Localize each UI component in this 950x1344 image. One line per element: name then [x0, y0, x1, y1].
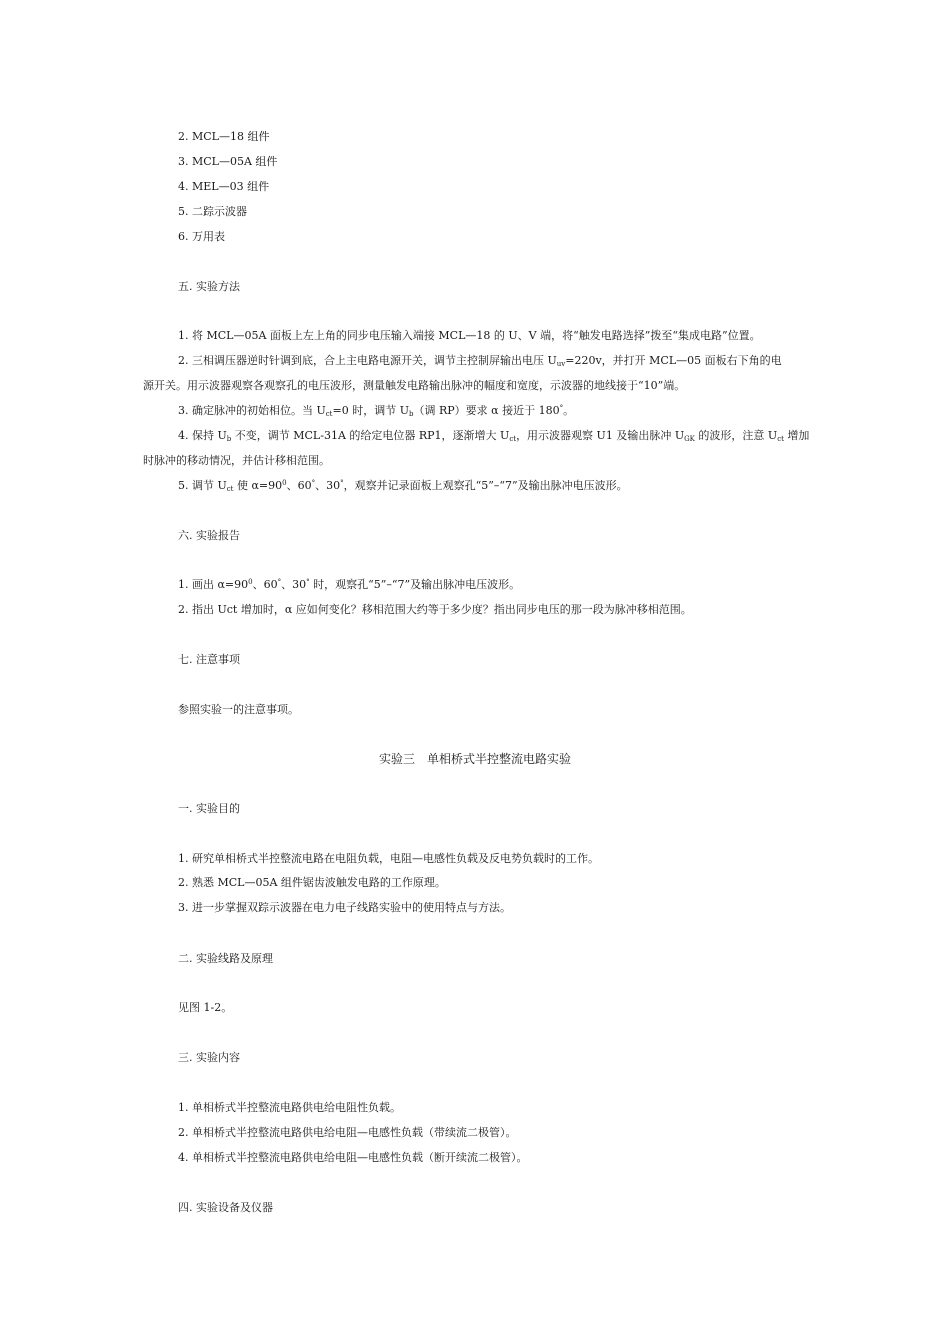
section-heading: 六. 实验报告 [178, 529, 240, 542]
text-run: 4. 保持 U [178, 429, 227, 442]
list-item: 3. MCL—05A 组件 [178, 155, 278, 168]
text-run: 、30 [315, 479, 341, 492]
text-run: 1. 画出 α=90 [178, 578, 249, 591]
subscript: ct [226, 485, 234, 493]
text-run: ，用示波器观察 U1 及输出脉冲 U [516, 429, 685, 442]
paragraph [178, 404, 574, 418]
text-run: 、30 [281, 578, 307, 591]
text-run: 不变，调节 MCL-31A 的给定电位器 RP1，逐渐增大 U [231, 429, 510, 442]
text-run: =0 时，调节 U [332, 404, 409, 417]
list-item: 4. MEL—03 组件 [178, 180, 270, 193]
section-heading: 三. 实验内容 [178, 1051, 240, 1064]
list-item: 2. 单相桥式半控整流电路供电给电阻—电感性负载（带续流二极管）。 [178, 1126, 517, 1139]
text-run: 时，观察孔“5”–“7”及输出脉冲电压波形。 [309, 578, 521, 591]
paragraph [178, 578, 520, 592]
text-run: 2. 三相调压器逆时针调到底，合上主电路电源开关，调节主控制屏输出电压 U [178, 354, 557, 367]
list-item: 1. 研究单相桥式半控整流电路在电阻负载，电阻—电感性负载及反电势负载时的工作。 [178, 852, 599, 865]
paragraph: 2. 指出 Uct 增加时，α 应如何变化？移相范围大约等于多少度？指出同步电压的那一段为脉冲移相范围。 [178, 603, 692, 616]
text-run: ，观察并记录面板上观察孔“5”–“7”及输出脉冲电压波形。 [343, 479, 628, 492]
paragraph-continuation: 时脉冲的移动情况，并估计移相范围。 [143, 454, 330, 467]
paragraph-continuation: 源开关。用示波器观察各观察孔的电压波形，测量触发电路输出脉冲的幅度和宽度，示波器的地线接于“10”端。 [143, 379, 686, 392]
text-run: 5. 调节 U [178, 479, 227, 492]
subscript: ct [777, 435, 784, 443]
text-run: 、60 [286, 479, 312, 492]
list-item: 2. 熟悉 MCL—05A 组件锯齿波触发电路的工作原理。 [178, 876, 446, 889]
text-run: 使 α=90 [233, 479, 283, 492]
paragraph: 见图 1-2。 [178, 1001, 233, 1014]
section-heading: 一. 实验目的 [178, 802, 240, 815]
list-item: 3. 进一步掌握双踪示波器在电力电子线路实验中的使用特点与方法。 [178, 901, 511, 914]
section-heading: 二. 实验线路及原理 [178, 952, 273, 965]
section-heading: 七. 注意事项 [178, 653, 240, 666]
superscript: ° [306, 578, 310, 586]
list-item: 4. 单相桥式半控整流电路供电给电阻—电感性负载（断开续流二极管）。 [178, 1151, 528, 1164]
subscript: GK [684, 435, 695, 443]
text-run: =220v，并打开 MCL—05 面板右下角的电 [565, 354, 782, 367]
paragraph: 参照实验一的注意事项。 [178, 703, 299, 716]
text-run: 、60 [252, 578, 278, 591]
text-run: 增加 [783, 429, 810, 442]
section-heading: 五. 实验方法 [178, 280, 240, 293]
subscript: ct [325, 410, 333, 418]
superscript: ° [311, 479, 316, 487]
paragraph [178, 479, 628, 493]
text-run: 。 [563, 404, 575, 417]
paragraph [178, 354, 782, 368]
text-run: 3. 确定脉冲的初始相位。当 U [178, 404, 326, 417]
superscript: ° [340, 479, 344, 487]
list-item: 1. 单相桥式半控整流电路供电给电阻性负载。 [178, 1101, 401, 1114]
text-run: （调 RP）要求 α 接近于 180 [413, 404, 560, 417]
paragraph [178, 429, 809, 443]
paragraph: 1. 将 MCL—05A 面板上左上角的同步电压输入端接 MCL—18 的 U、V 端，将“触发电路选择”拨至“集成电路”位置。 [178, 329, 761, 342]
section-heading: 四. 实验设备及仪器 [178, 1201, 273, 1214]
subscript: b [226, 435, 232, 443]
subscript: b [408, 410, 414, 418]
superscript: ° [277, 578, 282, 586]
superscript: 0 [282, 479, 287, 487]
list-item: 2. MCL—18 组件 [178, 130, 270, 143]
text-run: 的波形，注意 U [694, 429, 778, 442]
subscript: ct [509, 435, 517, 443]
list-item: 5. 二踪示波器 [178, 205, 247, 218]
superscript: 0 [248, 578, 253, 586]
subscript: uv [556, 360, 566, 368]
superscript: ° [559, 404, 564, 412]
list-item: 6. 万用表 [178, 230, 225, 243]
experiment-title: 实验三 单相桥式半控整流电路实验 [378, 752, 571, 766]
